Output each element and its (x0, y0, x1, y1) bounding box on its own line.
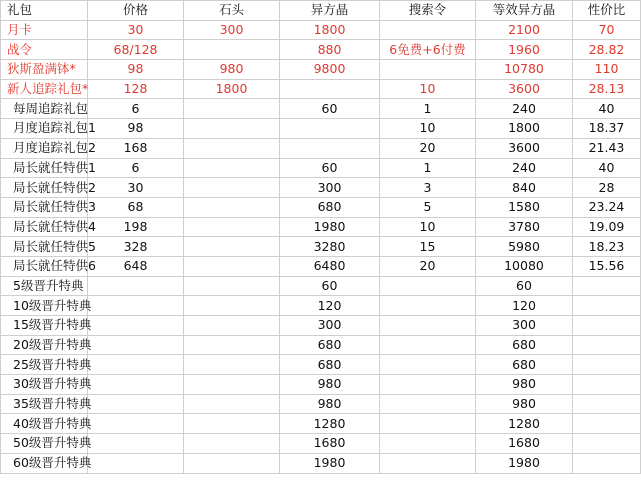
table-cell[interactable]: 局长就任特供1 (1, 158, 88, 178)
table-cell[interactable]: 局长就任特供5 (1, 237, 88, 257)
table-cell[interactable]: 680 (476, 355, 573, 375)
table-cell[interactable]: 局长就任特供2 (1, 178, 88, 198)
table-cell[interactable] (573, 335, 641, 355)
table-cell[interactable] (184, 256, 280, 276)
table-cell[interactable]: 980 (280, 394, 380, 414)
table-cell[interactable]: 40级晋升特典 (1, 414, 88, 434)
table-cell[interactable] (573, 296, 641, 316)
header-cell-stone[interactable]: 石头 (184, 1, 280, 21)
table-cell[interactable] (280, 138, 380, 158)
table-row (1, 40, 641, 60)
table-cell[interactable]: 40 (573, 99, 641, 119)
table-cell[interactable]: 98 (88, 119, 184, 139)
table-cell[interactable]: 3600 (476, 138, 573, 158)
table-cell[interactable] (380, 394, 476, 414)
table-cell[interactable]: 680 (476, 335, 573, 355)
table-cell[interactable]: 680 (280, 335, 380, 355)
table-cell[interactable]: 128 (88, 79, 184, 99)
table-cell[interactable] (88, 394, 184, 414)
table-cell[interactable] (184, 197, 280, 217)
table-cell[interactable]: 10级晋升特典 (1, 296, 88, 316)
table-cell[interactable]: 9800 (280, 60, 380, 80)
table-cell[interactable]: 局长就任特供3 (1, 197, 88, 217)
table-cell[interactable] (184, 296, 280, 316)
table-cell[interactable]: 狄斯盈满钵* (1, 60, 88, 80)
table-cell[interactable]: 68/128 (88, 40, 184, 60)
table-cell[interactable] (573, 375, 641, 395)
table-cell[interactable]: 1280 (280, 414, 380, 434)
header-cell-crystal[interactable]: 异方晶 (280, 1, 380, 21)
table-cell[interactable]: 980 (280, 375, 380, 395)
table-cell[interactable]: 60 (280, 276, 380, 296)
header-cell-price[interactable]: 价格 (88, 1, 184, 21)
table-cell[interactable]: 198 (88, 217, 184, 237)
table-cell[interactable]: 局长就任特供6 (1, 256, 88, 276)
table-cell[interactable] (380, 355, 476, 375)
table-cell[interactable]: 3280 (280, 237, 380, 257)
table-cell[interactable]: 60 (476, 276, 573, 296)
table-cell[interactable]: 60 (280, 158, 380, 178)
header-cell-pack[interactable]: 礼包 (1, 1, 88, 21)
table-cell[interactable] (88, 276, 184, 296)
table-row (1, 316, 641, 336)
table-cell[interactable] (88, 453, 184, 473)
table-cell[interactable] (184, 138, 280, 158)
table-cell[interactable] (88, 355, 184, 375)
table-cell[interactable] (380, 434, 476, 454)
table-cell[interactable]: 5级晋升特典 (1, 276, 88, 296)
table-row (1, 276, 641, 296)
table-cell[interactable]: 10 (380, 79, 476, 99)
table-cell[interactable]: 300 (184, 20, 280, 40)
table-cell[interactable]: 月度追踪礼包2 (1, 138, 88, 158)
table-row (1, 414, 641, 434)
table-cell[interactable]: 月卡 (1, 20, 88, 40)
table-cell[interactable]: 120 (280, 296, 380, 316)
table-cell[interactable]: 10 (380, 119, 476, 139)
table-cell[interactable]: 5 (380, 197, 476, 217)
table-cell[interactable] (380, 414, 476, 434)
table-row (1, 296, 641, 316)
table-cell[interactable]: 35级晋升特典 (1, 394, 88, 414)
table-cell[interactable]: 3600 (476, 79, 573, 99)
table-cell[interactable]: 30 (88, 20, 184, 40)
table-cell[interactable]: 新人追踪礼包* (1, 79, 88, 99)
table-cell[interactable] (380, 276, 476, 296)
table-cell[interactable] (184, 237, 280, 257)
table-row (1, 60, 641, 80)
table-cell[interactable]: 980 (476, 375, 573, 395)
table-cell[interactable]: 168 (88, 138, 184, 158)
table-cell[interactable]: 1 (380, 99, 476, 119)
table-cell[interactable]: 局长就任特供4 (1, 217, 88, 237)
table-cell[interactable]: 28 (573, 178, 641, 198)
table-cell[interactable]: 10 (380, 217, 476, 237)
table-cell[interactable] (380, 453, 476, 473)
table-row (1, 158, 641, 178)
table-row (1, 335, 641, 355)
table-cell[interactable] (184, 158, 280, 178)
table-cell[interactable]: 40 (573, 158, 641, 178)
table-cell[interactable]: 1800 (184, 79, 280, 99)
table-cell[interactable]: 1 (380, 158, 476, 178)
table-cell[interactable] (280, 119, 380, 139)
table-cell[interactable]: 18.37 (573, 119, 641, 139)
table-row (1, 197, 641, 217)
table-cell[interactable] (380, 375, 476, 395)
table-row (1, 434, 641, 454)
table-cell[interactable]: 每周追踪礼包 (1, 99, 88, 119)
table-cell[interactable]: 15 (380, 237, 476, 257)
table-cell[interactable]: 300 (476, 316, 573, 336)
table-cell[interactable] (573, 394, 641, 414)
table-cell[interactable]: 328 (88, 237, 184, 257)
table-cell[interactable] (380, 335, 476, 355)
table-cell[interactable]: 23.24 (573, 197, 641, 217)
table-cell[interactable]: 19.09 (573, 217, 641, 237)
table-cell[interactable] (184, 335, 280, 355)
header-cell-search-token[interactable]: 搜索令 (380, 1, 476, 21)
table-cell[interactable]: 120 (476, 296, 573, 316)
table-cell[interactable]: 1680 (476, 434, 573, 454)
table-row (1, 394, 641, 414)
table-cell[interactable]: 840 (476, 178, 573, 198)
table-cell[interactable]: 980 (184, 60, 280, 80)
table-cell[interactable]: 战令 (1, 40, 88, 60)
table-cell[interactable]: 6 (88, 158, 184, 178)
table-cell[interactable]: 50级晋升特典 (1, 434, 88, 454)
table-row (1, 453, 641, 473)
table-cell[interactable] (280, 79, 380, 99)
table-cell[interactable] (380, 316, 476, 336)
table-row (1, 178, 641, 198)
header-cell-value-ratio[interactable]: 性价比 (573, 1, 641, 21)
table-body (1, 20, 641, 473)
table-cell[interactable]: 10780 (476, 60, 573, 80)
table-cell[interactable]: 2100 (476, 20, 573, 40)
table-cell[interactable]: 60 (280, 99, 380, 119)
table-cell[interactable] (88, 414, 184, 434)
table-cell[interactable] (184, 355, 280, 375)
table-cell[interactable]: 1800 (280, 20, 380, 40)
table-cell[interactable]: 300 (280, 178, 380, 198)
table-cell[interactable]: 1960 (476, 40, 573, 60)
table-cell[interactable] (184, 276, 280, 296)
table-cell[interactable]: 5980 (476, 237, 573, 257)
table-cell[interactable] (573, 355, 641, 375)
table-cell[interactable] (573, 316, 641, 336)
table-cell[interactable] (380, 296, 476, 316)
table-cell[interactable]: 1580 (476, 197, 573, 217)
table-cell[interactable]: 60级晋升特典 (1, 453, 88, 473)
table-row (1, 237, 641, 257)
table-cell[interactable] (380, 20, 476, 40)
table-cell[interactable]: 30级晋升特典 (1, 375, 88, 395)
table-cell[interactable] (88, 296, 184, 316)
table-cell[interactable] (573, 453, 641, 473)
table-cell[interactable]: 1800 (476, 119, 573, 139)
table-cell[interactable] (184, 394, 280, 414)
table-cell[interactable]: 28.13 (573, 79, 641, 99)
table-cell[interactable]: 月度追踪礼包1 (1, 119, 88, 139)
table-cell[interactable]: 21.43 (573, 138, 641, 158)
table-cell[interactable]: 240 (476, 158, 573, 178)
table-cell[interactable] (573, 434, 641, 454)
table-cell[interactable]: 6 (88, 99, 184, 119)
table-cell[interactable]: 300 (280, 316, 380, 336)
table-row (1, 355, 641, 375)
table-cell[interactable]: 30 (88, 178, 184, 198)
table-cell[interactable] (184, 40, 280, 60)
table-cell[interactable]: 1980 (476, 453, 573, 473)
table-cell[interactable] (184, 453, 280, 473)
table-cell[interactable]: 980 (476, 394, 573, 414)
table-cell[interactable]: 1980 (280, 217, 380, 237)
table-cell[interactable] (380, 60, 476, 80)
table-cell[interactable] (88, 316, 184, 336)
header-row (1, 1, 641, 21)
table-cell[interactable]: 680 (280, 197, 380, 217)
table-cell[interactable] (88, 375, 184, 395)
table-cell[interactable]: 15级晋升特典 (1, 316, 88, 336)
table-cell[interactable]: 10080 (476, 256, 573, 276)
table-cell[interactable]: 1980 (280, 453, 380, 473)
table-cell[interactable]: 6480 (280, 256, 380, 276)
table-row (1, 119, 641, 139)
table-cell[interactable]: 648 (88, 256, 184, 276)
table-cell[interactable] (184, 178, 280, 198)
table-cell[interactable]: 240 (476, 99, 573, 119)
table-row (1, 79, 641, 99)
table-cell[interactable]: 3 (380, 178, 476, 198)
table-cell[interactable]: 70 (573, 20, 641, 40)
table-cell[interactable]: 3780 (476, 217, 573, 237)
table-cell[interactable] (184, 434, 280, 454)
table-cell[interactable] (184, 217, 280, 237)
table-cell[interactable] (573, 276, 641, 296)
table-row (1, 20, 641, 40)
table-cell[interactable]: 880 (280, 40, 380, 60)
table-cell[interactable]: 18.23 (573, 237, 641, 257)
table-row (1, 217, 641, 237)
table-cell[interactable] (88, 434, 184, 454)
table-cell[interactable]: 110 (573, 60, 641, 80)
table-cell[interactable] (184, 316, 280, 336)
table-cell[interactable]: 1680 (280, 434, 380, 454)
table-row (1, 99, 641, 119)
table-cell[interactable] (184, 375, 280, 395)
table-cell[interactable]: 680 (280, 355, 380, 375)
table-cell[interactable] (573, 414, 641, 434)
table-cell[interactable]: 20 (380, 138, 476, 158)
table-cell[interactable]: 98 (88, 60, 184, 80)
table-row (1, 256, 641, 276)
header-cell-equivalent-crystal[interactable]: 等效异方晶 (476, 1, 573, 21)
table-cell[interactable]: 6免费+6付费 (380, 40, 476, 60)
table-cell[interactable]: 28.82 (573, 40, 641, 60)
table-row (1, 138, 641, 158)
table-cell[interactable] (184, 414, 280, 434)
table-cell[interactable]: 25级晋升特典 (1, 355, 88, 375)
table-cell[interactable] (88, 335, 184, 355)
table-cell[interactable]: 1280 (476, 414, 573, 434)
table-cell[interactable] (184, 99, 280, 119)
table-cell[interactable]: 68 (88, 197, 184, 217)
table-cell[interactable]: 15.56 (573, 256, 641, 276)
table-row (1, 375, 641, 395)
table-cell[interactable]: 20级晋升特典 (1, 335, 88, 355)
table-cell[interactable] (184, 119, 280, 139)
table-cell[interactable]: 20 (380, 256, 476, 276)
